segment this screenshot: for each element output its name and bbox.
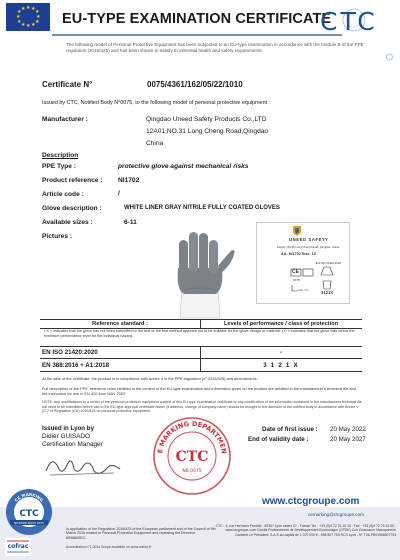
article-code-label: Article code : [42, 191, 84, 198]
pictures-label: Pictures : [42, 233, 73, 240]
first-issue-label: Date of first issue : [262, 426, 318, 433]
document-title: EU-TYPE EXAMINATION CERTIFICATE [62, 11, 332, 27]
standard-row-performance: - [279, 349, 283, 356]
ppe-type-value: protective glove against mechanical risks [118, 163, 249, 170]
technical-file-text: Full description of the PPE, reference rules certified in the context of the EU-type examination and information given on the product are detailed in the manufacturer's technical file and the instruction for use in EN 420 from MAY 2022 [42, 386, 356, 396]
stamp-ring-text: E MARKING DEPARTMEN [156, 419, 228, 455]
issued-location: Issued in Lyon by [42, 425, 95, 432]
table-note: • X » indicates that the glove has not been submitted to the test or the test method appears not to be suitable for the glove design or material. • 0 » indicates that the glove falls below the minimum performance level for the individual hazard. [44, 329, 355, 338]
company-address: CTC - 4, rue Hermann Frenkel - 69367 Lyon cedex 07 - France Tel. : +33 (0)4 72 76 10 10 - Fax : +33 (0)4 72 76 10 00 - www.ctcgroupe.com Comité Professionnel de Développement Economique (CPDE) Cuir Chaussure Maroquinerie Ganterie Le Président: S.A.S au capital de 1 370 000 € - 956 507 793 RCS Lyon - N° TVA FR01956507793 [215, 524, 396, 537]
label-standard: EN ISO 21420:2020 [316, 261, 342, 265]
badge-bottom-text: NOTIFIED BODY 0075 [14, 521, 44, 525]
ppe-type-label: PPE Type : [42, 163, 76, 170]
label-ce-number: 0075 [293, 278, 300, 282]
handwritten-signature [42, 449, 124, 485]
cofrac-logo [5, 538, 31, 556]
label-brand: UNEED SAFETY [289, 237, 329, 242]
manufacturer-name: Qingdao Uneed Safety Products Co.,LTD [146, 116, 267, 123]
validity-date: 20 May 2027 [330, 436, 366, 443]
accreditation-text: Accreditation n°1.0014 Scope available on www.cofrac.fr [66, 545, 152, 549]
ctc-logo-text: CTC [320, 7, 378, 36]
badge-center-text: CTC [19, 509, 39, 519]
cofrac-logo-text: cofrac [7, 543, 29, 550]
issued-by-text: Issued by CTC, Notified Body N°0075, to the following model of personal protective equipment : [42, 100, 271, 106]
stamp-center-text: CTC [175, 449, 209, 465]
badge-top-text: CE MARKING [13, 491, 45, 503]
available-sizes-value: 6-11 [124, 219, 137, 226]
description-heading: Description [42, 152, 79, 159]
table-top-line [40, 319, 362, 320]
article-code-value: / [118, 190, 120, 197]
performance-header: Levels of performance / class of protection [223, 321, 339, 327]
website-link[interactable]: www.ctcgroupe.com [262, 496, 360, 507]
first-issue-date: 20 May 2022 [330, 426, 366, 433]
title-divider [52, 34, 342, 36]
product-reference-value: NI1702 [118, 177, 140, 184]
label-address: 12A01, NO.31 Long Cheng Road, Qingdao, China [277, 245, 340, 249]
glove-picture [160, 228, 240, 320]
manufacturer-address: 12A01,NO.31 Long Cheng Road,Qingdao [146, 128, 269, 135]
standard-row-performance: 3 1 2 1 X [263, 362, 299, 369]
label-ce-mark: CE [292, 269, 299, 275]
product-label [256, 222, 350, 304]
available-sizes-label: Available sizes : [42, 219, 93, 226]
ctc-logo [318, 6, 394, 38]
glove-description-label: Glove description : [42, 205, 102, 212]
certificate-number-label: Certificate N° [42, 80, 93, 89]
compliance-text: At the date of the certificate, the product is in compliance with Annex II of the PPE regulation (n° 2016/425) and amendments. [42, 376, 258, 381]
signer-name: Didier GUISADO [42, 433, 90, 440]
ce-marking-badge [4, 487, 54, 537]
table-row-line [40, 358, 362, 359]
email-link[interactable]: cemarking@ctcgroupe.com [308, 512, 364, 517]
glove-description-value: WHITE LINER GRAY NITRILE FULLY COATED GLOVES [124, 205, 280, 211]
certification-stamp [148, 412, 236, 496]
standard-row-name: EN ISO 21420:2020 [42, 349, 98, 356]
reference-standard-header: Reference standard : [92, 321, 148, 327]
manufacturer-label: Manufacturer : [42, 116, 88, 123]
ctc-side-icon [385, 48, 394, 56]
table-row-line [40, 346, 362, 347]
table-col-line [200, 319, 201, 328]
certificate-number: 0075/4361/162/05/22/1010 [147, 80, 243, 89]
standard-row-name: EN 388:2016 + A1:2018 [42, 362, 110, 369]
table-bottom-line [40, 371, 362, 372]
signer-role: Certification Manager [42, 441, 103, 448]
label-en-code: 3121X [321, 290, 334, 295]
label-date: xxxx / xx [297, 288, 309, 292]
product-reference-label: Product reference : [42, 177, 103, 184]
intro-text: The following model of Personal Protective Equipment has been subjected to an EU-type examination in accordance with the module B of the PPE regulation (2016/425) and has been shown to satisfy to essential health and safety requirements. [66, 42, 364, 53]
modification-note: NOTE: Any modifications to a model of the personal protective equipment subject of this EU-type examination certificate or any modification of the information contained in the manufacturer technical file will need to be submitted before use to the EU-type approval certificate issuer (if address, change of company name) should be brought to the attention of the notified body in accordance with Annex V §7.2 of Regulation (EU) 2016/425 on personal protective equipment. [42, 400, 362, 414]
validity-label: End of validity date : [248, 436, 309, 443]
stamp-sub-text: NB 0075 [182, 469, 202, 474]
eu-flag-icon: ★ ★ ★ ★ ★ ★ ★ ★ ★ ★ ★ ★ [6, 3, 50, 31]
manufacturer-country: China [146, 140, 164, 147]
regulation-text: In application of the Regulation 2016/425 of the European parliament and of the Council of 9th March 2016 related to Personal Protective Equipment and repealing the Directive 89/686/EEC. [66, 527, 216, 540]
label-art-size: Art. NI1702 Size. 10 [281, 252, 316, 256]
